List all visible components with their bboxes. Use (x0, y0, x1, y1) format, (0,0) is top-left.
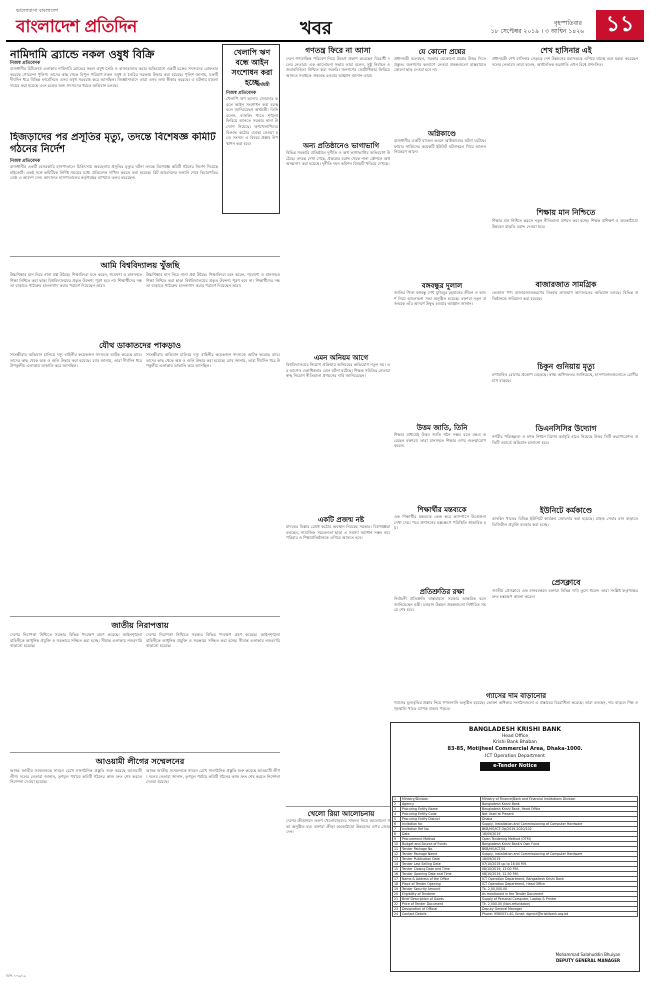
tender-cell-field: Tender Opening Date and Time (401, 872, 481, 877)
tender-cell-value: ICT Operation Department, Bangladesh Krishi Bank (481, 877, 638, 882)
headline-medicine[interactable]: নামিদামি ব্র্যান্ডে নকল ওষুধ বিক্রি (10, 48, 155, 61)
article-crime-body: ভেজাল পণ্য বাজারজাতকরণের বিরুদ্ধে ভ্রাম্যমাণ আদালতের অভিযান চলছে। বিভিন্ন প্রতিষ্ঠানকে জরিমানা করা হয়েছে। (492, 290, 638, 301)
date-day: বৃহস্পতিবার (554, 20, 582, 27)
tender-cell-no: 7 (393, 827, 401, 832)
headline-pm[interactable]: প্রেসক্লাবে (551, 578, 581, 587)
tender-cell-value: 18/09/2019 (481, 857, 638, 862)
tender-cell-no: 17 (393, 877, 401, 882)
tender-cell-field: Place of Tender Opening (401, 882, 481, 887)
article-death-body: রাজধানীর একটি বেসরকারি হাসপাতালে চিকিৎসায় অবহেলায় প্রসূতির মৃত্যুর ঘটনা তদন্তে বিশেষজ্ঞ কমিটি গঠনের নির্দেশ দিয়েছে হাইকোর্ট। একই সঙ্গে কমিটিকে নির্দিষ্ট সময়ের মধ্যে প্রতিবেদন দাখিল করতে বলা হয়েছে। রিট আবেদনের শুনানি শেষে বিচারপতির বেঞ্চ এ আদেশ দেন। আদালত হাসপাতালের কর্তৃপক্ষের ব্যাখ্যাও তলব করেছেন। (10, 164, 218, 181)
article-league-body: আসন্ন জাতীয় সম্মেলনকে সামনে রেখে সাংগঠনিক প্রস্তুতি শুরু করেছে আওয়ামী লীগ। দলের নেতারা জানান, তৃণমূল পর্যায়ে কমিটি গঠনের কাজ দ্রুত শেষ করতে নির্দেশনা দেওয়া হয়েছে। (10, 768, 142, 785)
article-ndc-body: এক শিক্ষার্থীর মন্তব্যকে কেন্দ্র করে ক্যাম্পাসে উত্তেজনা দেখা দেয়। পরে প্রশাসনের হস্তক্ষেপে পরিস্থিতি স্বাভাবিক হয়। (394, 514, 486, 531)
article-dsc-body: নগরীর পরিচ্ছন্নতা ও মশক নিধনে বিশেষ কর্মসূচি হাতে নিয়েছে উত্তর সিটি করপোরেশন। প্রতিটি ওয়ার্ডে অভিযান চালানো হবে। (492, 434, 638, 445)
tender-cell-no: 10 (393, 842, 401, 847)
headline-fire[interactable]: অগ্নিকাণ্ডে (428, 130, 456, 138)
logo-tagline: ভালোবাসা বাংলাদেশ (16, 8, 59, 14)
masthead (6, 6, 644, 42)
tender-cell-field: Procuring Entity Code (401, 812, 481, 817)
headline-bank-head[interactable]: ইউনিটে কর্মকাণ্ডে (539, 506, 593, 515)
article-amazon-body: মাদকের বিস্তার রোধে কঠোর অবস্থান নিয়েছে সরকার। বিশেষজ্ঞরা বলছেন, সামাজিক সচেতনতা ছাড়া এ সমস্যা সমাধান সম্ভব নয়। পরিবার ও শিক্ষাপ্রতিষ্ঠানকে এগিয়ে আসতে হবে। (286, 524, 390, 541)
divider (10, 616, 280, 617)
tender-signature-title: DEPUTY GENERAL MANAGER (555, 958, 621, 963)
tender-cell-no: 6 (393, 822, 401, 827)
tender-cell-value: Supply, Installation and Commissioning of Computer Hardware (481, 852, 638, 857)
article-fugitive-body-2: সাতক্ষীরায় অভিযান চালিয়ে দস্যু বাহিনীর কয়েকজন সদস্যকে আটক করেছে র‍্যাব। তাদের কাছ থেকে অস্ত্র ও গুলি উদ্ধার করা হয়েছে। র‍্যাব জানায়, তারা দীর্ঘদিন ধরে উপকূলীয় এলাকায় ডাকাতি করে আসছিল। (146, 352, 280, 369)
tender-address: 83-85, Motijheel Commercial Area, Dhaka-1000. (447, 746, 583, 752)
headline-sports[interactable]: খেলো রিয়া আলোচনায় (307, 810, 375, 818)
byline-death: নিজস্ব প্রতিবেদক (10, 159, 41, 164)
headline-death[interactable]: হিজড়াদের পর প্রসূতির মৃত্যু, তদন্তে বিশেষজ্ঞ কমিটি গঠনের নির্দেশ (10, 132, 216, 155)
tender-cell-value: Bangladesh Krishi Bank, Head Office (481, 807, 638, 812)
headline-bhagyahin[interactable]: অন্য প্রতিষ্ঠানেও ভাগাভাগি (302, 142, 380, 150)
tender-cell-field: Invitation Ref No. (401, 827, 481, 832)
headline-amazon[interactable]: একটি প্রজন্ম নষ্ট (317, 516, 365, 524)
article-tree-body: জাতির পিতা বঙ্গবন্ধু শেখ মুজিবুর রহমানের জীবন ও আদর্শ নিয়ে আলোচনা সভা অনুষ্ঠিত হয়েছে। বক্তারা নতুন প্রজন্মকে তাঁর আদর্শে উদ্বুদ্ধ হওয়ার আহ্বান জানান। (394, 290, 486, 307)
tender-building: Krishi Bank Bhaban (493, 740, 537, 745)
tender-cell-value: 08/10/2019, 12:00 P.M. (481, 867, 638, 872)
tender-cell-field: Price of Tender Document (401, 902, 481, 907)
tender-cell-field: Procurement Method (401, 837, 481, 842)
tender-cell-no: 12 (393, 852, 401, 857)
divider (286, 806, 390, 807)
headline-university[interactable]: আমি বিশ্ববিদ্যালয় খুঁজছি (100, 261, 180, 270)
tender-cell-no: 1 (393, 797, 401, 802)
headline-bridge[interactable]: উত্তম জাতি, তিনি (416, 424, 468, 432)
headline-crime[interactable]: বাজারজাত সামগ্রিক (535, 280, 597, 289)
article-medicine-body: রাজধানীর মিটফোর্ড এলাকায় নামিদামি ব্র্যান্ডের নকল ওষুধ তৈরি ও বাজারজাত করার অভিযোগে একটি চক্রের সদস্যদের গ্রেফতার করেছে গোয়েন্দা পুলিশ। তাদের কাছ থেকে বিপুল পরিমাণ নকল ওষুধ ও তৈরির সরঞ্জাম উদ্ধার করা হয়েছে। পুলিশ জানায়, চক্রটি দীর্ঘদিন ধরে বিভিন্ন ফার্মেসিতে এসব ওষুধ সরবরাহ করে আসছিল। জিজ্ঞাসাবাদে তারা এসব তথ্য স্বীকার করেছে। এ ঘটনায় মামলা দায়ের করা হয়েছে এবং চক্রের অন্য সদস্যদের ধরতে অভিযান চলছে। (10, 66, 218, 88)
headline-loan[interactable]: খেলাপি ঋণ বন্ধে আইন সংশোধন করা হচ্ছে (231, 48, 273, 87)
tender-cell-no: 15 (393, 867, 401, 872)
headline-gas[interactable]: গ্যাসের দাম বাড়ানোর (485, 692, 547, 700)
headline-security[interactable]: জাতীয় নিরাপত্তায় (111, 621, 169, 630)
headline-tourist[interactable]: যে কোনো প্রশ্নের (418, 48, 466, 56)
divider (10, 256, 280, 257)
tender-bank-name: BANGLADESH KRISHI BANK (468, 726, 562, 733)
tender-cell-value: Bangladesh Krishi Bank's Own Fund (481, 842, 638, 847)
byline-loan: অর্থমন্ত্রী (256, 83, 270, 88)
tender-cell-no: 5 (393, 817, 401, 822)
headline-education[interactable]: শিক্ষায় মান নিশ্চিতে (536, 208, 596, 217)
newspaper-logo[interactable]: বাংলাদেশ প্রতিদিন (16, 17, 137, 37)
tender-cell-field: Name & Address of the Office (401, 877, 481, 882)
headline-fugitive[interactable]: যৌথ ডাকাতদের পাকড়াও (98, 341, 182, 350)
tender-cell-field: Designation of Official (401, 907, 481, 912)
tender-cell-no: 2 (393, 802, 401, 807)
article-road-body: মশাবাহিত রোগের প্রকোপ বেড়েছে। স্বাস্থ্য অধিদফতর জানিয়েছে, হাসপাতালগুলোতে রোগীর চাপ বাড়ছে। (492, 372, 638, 383)
tender-cell-no: 16 (393, 872, 401, 877)
tender-cell-field: Brief Description of Goods (401, 897, 481, 902)
sub-byline-loan: নিজস্ব প্রতিবেদক (226, 91, 257, 96)
article-league-body-2: আসন্ন জাতীয় সম্মেলনকে সামনে রেখে সাংগঠনিক প্রস্তুতি শুরু করেছে আওয়ামী লীগ। দলের নেতারা জানান, তৃণমূল পর্যায়ে কমিটি গঠনের কাজ দ্রুত শেষ করতে নির্দেশনা দেওয়া হয়েছে। (146, 768, 280, 785)
tender-cell-field: Date (401, 832, 481, 837)
article-gas-body: গ্যাসের মূল্যবৃদ্ধির প্রস্তাব নিয়ে গণশুনানি অনুষ্ঠিত হয়েছে। ভোক্তা অধিকার সংগঠনগুলো এ প্রস্তাবের বিরোধিতা করেছে। তারা বলছেন, দাম বাড়লে শিল্প ও গৃহস্থালি খাতে ব্যাপক প্রভাব পড়বে। (394, 700, 638, 711)
tender-cell-field: Tender Security Amount (401, 887, 481, 892)
article-pm-body: জাতীয় প্রেসক্লাবে এক মানববন্ধনে বক্তারা বিভিন্ন দাবি তুলে ধরেন। তারা সংশ্লিষ্ট কর্তৃপক্ষের দ্রুত হস্তক্ষেপ কামনা করেন। (492, 588, 638, 599)
article-loan-body: খেলাপি ঋণ আদায় জোরদার করতে আইন সংশোধন করা হচ্ছে বলে জানিয়েছেন অর্থমন্ত্রী। তিনি বলেন, ব্যাংকিং খাতে শৃঙ্খলা ফিরিয়ে আনতে সরকার নানা উদ্যোগ নিয়েছে। ঋণখেলাপিদের বিরুদ্ধে কঠোর ব্যবস্থা নেওয়া হবে। সংসদে এ বিষয়ে প্রস্তাব উপস্থাপন করা হবে। (226, 96, 278, 146)
tender-cell-field: Contact Details (401, 912, 481, 917)
headline-dsc[interactable]: ডিএনসিসির উদ্যোগ (535, 424, 597, 433)
tender-cell-value: Not Used at Present (481, 812, 638, 817)
tender-cell-no: 4 (393, 812, 401, 817)
byline-medicine: নিজস্ব প্রতিবেদক (10, 61, 41, 66)
tender-cell-value: ICT Operation Department, Head Office (481, 882, 638, 887)
tender-cell-value: 18/09/2019 (481, 832, 638, 837)
tender-cell-value: Deputy General Manager (481, 907, 638, 912)
tender-cell-field: Budget and Source of Funds (401, 842, 481, 847)
tender-row (393, 912, 638, 917)
tender-cell-no: 3 (393, 807, 401, 812)
article-education-body: শিক্ষার মান নিশ্চিত করতে নতুন নীতিমালা প্রণয়ন করা হচ্ছে। শিক্ষক প্রশিক্ষণ ও অবকাঠামো উন্নয়নে বাড়তি বরাদ্দ দেওয়া হবে। (492, 218, 638, 229)
tender-signature-name: Mohammad Salahuddin Bhuiyan (555, 952, 621, 957)
headline-promise[interactable]: প্রতিশ্রুতির রক্ষা (419, 588, 465, 596)
article-university-body-2: উচ্চশিক্ষার মান নিয়ে নানা প্রশ্ন উঠছে। শিক্ষাবিদরা মনে করেন, গবেষণা ও মানসম্মত শিক্ষা নিশ্চিত করা ছাড়া বিশ্ববিদ্যালয়ের প্রকৃত উদ্দেশ্য পূরণ হবে না। শিক্ষার্থীদের দক্ষতা বাড়াতে পাঠ্যক্রম হালনাগাদ করার পরামর্শ দিয়েছেন তারা। (146, 272, 280, 289)
tender-cell-field: Eligibility of Tenderer (401, 892, 481, 897)
article-another-body: বিশ্ববিদ্যালয়ের নিয়োগ প্রক্রিয়ায় অনিয়মের অভিযোগ নতুন নয়। এর আগেও একাধিকবার এমন ঘটনা ঘটেছে। শিক্ষক সমিতির নেতারা স্বচ্ছ নিয়োগ নীতিমালা প্রণয়নের দাবি জানিয়েছেন। (286, 362, 390, 379)
tender-cell-value: 07/10/2019 up to 16:00 P.M. (481, 862, 638, 867)
tender-cell-value: Ministry of Finance/Bank and Financial Institutions Division (481, 797, 638, 802)
page-number: ১১ (596, 10, 644, 40)
article-bhagyahin-body: বিভিন্ন সরকারি প্রতিষ্ঠানে দুর্নীতি ও অর্থ ভাগাভাগির অভিযোগ উঠেছে। তদন্তে দেখা গেছে, প্রকল্পের বরাদ্দ থেকে নানা কৌশলে অর্থ আত্মসাৎ করা হয়েছে। দুর্নীতি দমন কমিশন বিষয়টি খতিয়ে দেখছে। (286, 150, 390, 167)
tender-cell-value: Dhaka (481, 817, 638, 822)
tender-cell-field: Tender Closing Date and Time (401, 867, 481, 872)
headline-sheikh[interactable]: শেখ হাসিনার এই (540, 46, 592, 55)
headline-another[interactable]: এমন অনিয়ম আগে (313, 354, 369, 362)
tender-cell-no: 9 (393, 837, 401, 842)
tender-cell-field: Agency (401, 802, 481, 807)
tender-cell-no: 21 (393, 897, 401, 902)
headline-tree[interactable]: বঙ্গবন্ধুর দুলাল (421, 282, 463, 290)
tender-cell-value: 08/10/2019, 12:30 P.M. (481, 872, 638, 877)
tender-cell-value: BKB/HO/ICT-Op/2019-2020/102 (481, 827, 638, 832)
divider (10, 752, 280, 753)
tender-cell-no: 20 (393, 892, 401, 897)
issue-date: ১৮ সেপ্টেম্বর ২০১৯ । ৩ আশ্বিন ১৪২৬ (490, 28, 584, 35)
tender-cell-no: 22 (393, 902, 401, 907)
article-bridge-body: শিক্ষার মাধ্যমেই উত্তম জাতি গঠন সম্ভব বলে মন্তব্য করেছেন বক্তারা। তারা মানসম্মত শিক্ষার ওপর গুরুত্বারোপ করেন। (394, 432, 486, 449)
tender-cell-value: BKB/HO/ICT/01 (481, 847, 638, 852)
tender-title: e-Tender Notice (480, 762, 550, 771)
tender-cell-value: Bangladesh Krishi Bank (481, 802, 638, 807)
tender-cell-value: Supply of Personal Computer, Laptop & Printer (481, 897, 638, 902)
tender-cell-value: Supply, Installation and Commissioning of Computer Hardware (481, 822, 638, 827)
headline-league[interactable]: আওয়ামী লীগের সম্মেলনের (95, 757, 185, 766)
tender-cell-field: Procuring Entity Name (401, 807, 481, 812)
tender-cell-no: 8 (393, 832, 401, 837)
tender-table (392, 796, 638, 917)
tender-cell-no: 23 (393, 907, 401, 912)
tender-cell-no: 18 (393, 882, 401, 887)
article-sheikh-body: প্রধানমন্ত্রী শেখ হাসিনার নেতৃত্বে দেশ উন্নয়নের মহাসড়কে এগিয়ে যাচ্ছে বলে মন্তব্য করেছেন দলের নেতারা। তারা বলেন, অর্থনৈতিক অগ্রগতি এখন বিশ্বে প্রশংসিত। (492, 56, 638, 67)
article-tourist-body: প্রধানমন্ত্রী বলেছেন, সরকার যেকোনো প্রশ্নের উত্তর দিতে প্রস্তুত। জনগণের কল্যাণে নেওয়া প্রকল্পগুলো বাস্তবায়নে কোনো ছাড় দেওয়া হবে না। (394, 56, 486, 73)
tender-cell-no: 13 (393, 857, 401, 862)
tender-office: Head Office (501, 734, 529, 739)
tender-cell-value: Phone: 9560031-40, Email: dgmict@krishibank.org.bd (481, 912, 638, 917)
tender-cell-field: Ministry/Division (401, 797, 481, 802)
article-fire-body: রাজধানীর একটি বহুতল ভবনে অগ্নিকাণ্ডের ঘটনা ঘটেছে। ফায়ার সার্ভিসের কয়েকটি ইউনিট ঘটনাস্থলে গিয়ে আগুন নিয়ন্ত্রণে আনে। (394, 138, 486, 155)
article-bank-head-body: ব্যাংকিং খাতের বিভিন্ন ইউনিটে কার্যক্রম জোরদার করা হয়েছে। গ্রাহক সেবার মান বাড়াতে ডিজিটাল প্রযুক্তি ব্যবহার করা হচ্ছে। (492, 516, 638, 527)
tender-cell-value: Open Tendering Method (OTM) (481, 837, 638, 842)
tender-cell-field: Invitation for (401, 822, 481, 827)
article-security-body-2: দেশের নিরাপত্তা নিশ্চিতে সরকার বিভিন্ন পদক্ষেপ গ্রহণ করেছে। আইনশৃঙ্খলা বাহিনীকে আধুনিক প্রযুক্তি ও সরঞ্জামে সজ্জিত করা হচ্ছে। সীমান্ত এলাকায় নজরদারি বাড়ানো হয়েছে। (146, 632, 280, 649)
article-university-body: উচ্চশিক্ষার মান নিয়ে নানা প্রশ্ন উঠছে। শিক্ষাবিদরা মনে করেন, গবেষণা ও মানসম্মত শিক্ষা নিশ্চিত করা ছাড়া বিশ্ববিদ্যালয়ের প্রকৃত উদ্দেশ্য পূরণ হবে না। শিক্ষার্থীদের দক্ষতা বাড়াতে পাঠ্যক্রম হালনাগাদ করার পরামর্শ দিয়েছেন তারা। (10, 272, 142, 289)
tender-division: ICT Operation Department (485, 754, 545, 759)
tender-cell-no: 24 (393, 912, 401, 917)
article-fugitive-body: সাতক্ষীরায় অভিযান চালিয়ে দস্যু বাহিনীর কয়েকজন সদস্যকে আটক করেছে র‍্যাব। তাদের কাছ থেকে অস্ত্র ও গুলি উদ্ধার করা হয়েছে। র‍্যাব জানায়, তারা দীর্ঘদিন ধরে উপকূলীয় এলাকায় ডাকাতি করে আসছিল। (10, 352, 142, 369)
tender-cell-field: Tender Package No. (401, 847, 481, 852)
tender-cell-no: 19 (393, 887, 401, 892)
tender-cell-no: 14 (393, 862, 401, 867)
headline-mass[interactable]: গণতন্ত্র ফিরে না আসা (305, 46, 371, 55)
tender-cell-field: Procuring Entity District (401, 817, 481, 822)
article-sports-body: দেশের ক্রীড়াঙ্গনে তরুণ খেলোয়াড়দের সাফল্য নিয়ে আলোচনা সভা অনুষ্ঠিত হয়। বক্তারা ক্রীড়া অবকাঠামো উন্নয়নের ওপর জোর দেন। (286, 818, 390, 835)
article-mass-body: দেশে গণতান্ত্রিক পরিবেশ নিয়ে উদ্বেগ প্রকাশ করেছেন বিরোধী দলের নেতারা। এক আলোচনা সভায় তারা বলেন, সুষ্ঠু নির্বাচন ও জবাবদিহিতা নিশ্চিত করা জরুরি। জনগণের ভোটাধিকার ফিরিয়ে আনতে সবাইকে ঐক্যবদ্ধ হওয়ার আহ্বান জানান তারা। (286, 56, 390, 78)
footer-code: বিপি-৭০৬/১৯ (6, 974, 27, 978)
tender-cell-field: Tender Package Name (401, 852, 481, 857)
tender-cell-field: Tender Publication Date (401, 857, 481, 862)
tender-cell-no: 11 (393, 847, 401, 852)
tender-cell-field: Tender Last Selling Date (401, 862, 481, 867)
headline-road[interactable]: চিকুন গুনিয়ায় মৃত্যু (537, 362, 595, 371)
tender-cell-value: Tk. 2,000.00 (Non-refundable) (481, 902, 638, 907)
tender-cell-value: Tk. 2,00,000.00 (481, 887, 638, 892)
article-security-body: দেশের নিরাপত্তা নিশ্চিতে সরকার বিভিন্ন পদক্ষেপ গ্রহণ করেছে। আইনশৃঙ্খলা বাহিনীকে আধুনিক প্রযুক্তি ও সরঞ্জামে সজ্জিত করা হচ্ছে। সীমান্ত এলাকায় নজরদারি বাড়ানো হয়েছে। (10, 632, 142, 649)
tender-cell-value: As mentioned in the Tender Document (481, 892, 638, 897)
section-title: খবর (300, 18, 332, 39)
headline-ndc[interactable]: শিক্ষার্থীর মন্তব্যকে (417, 506, 467, 514)
article-promise-body: নির্বাচনী প্রতিশ্রুতি বাস্তবায়নে সরকার আন্তরিক বলে জানিয়েছেন মন্ত্রী। চলমান উন্নয়ন প্রকল্পগুলো নির্ধারিত সময়ে শেষ হবে। (394, 596, 486, 613)
